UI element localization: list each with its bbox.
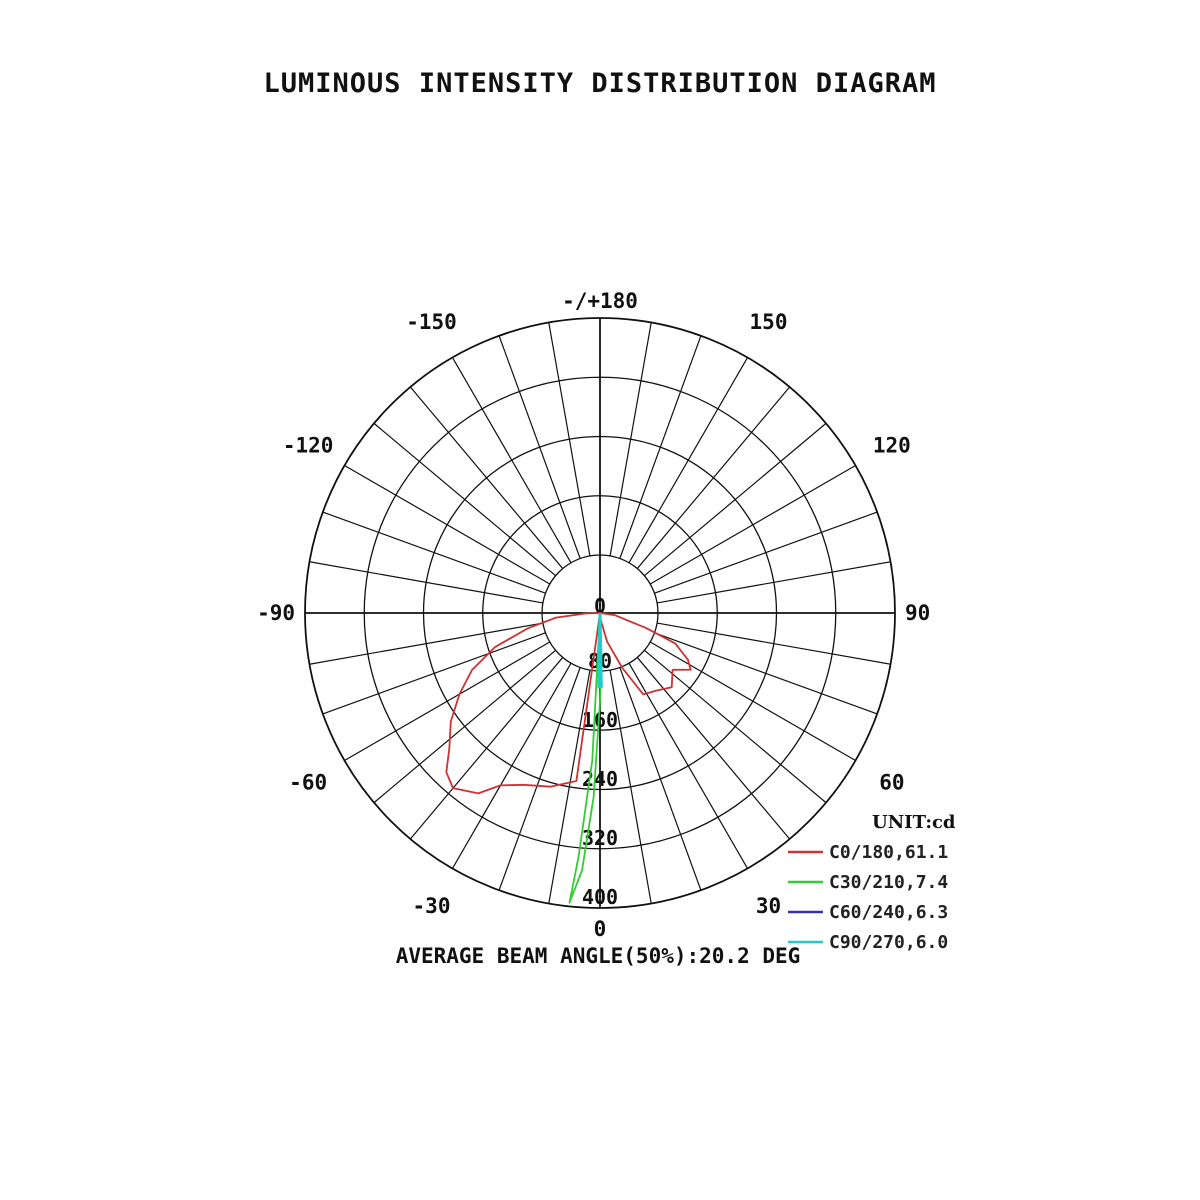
grid-spoke (410, 657, 562, 839)
angle-label: -120 (282, 433, 334, 458)
unit-label: UNIT:cd (872, 812, 956, 833)
angle-label: 60 (879, 770, 905, 795)
angle-label: 120 (872, 433, 911, 458)
grid-spoke (499, 668, 580, 891)
grid-spoke (610, 322, 651, 555)
angle-label: -150 (406, 310, 457, 335)
grid-spoke (629, 358, 748, 563)
grid-spoke (637, 657, 789, 839)
angle-label: -90 (257, 601, 295, 625)
grid-spoke (637, 387, 789, 569)
legend-entry: C30/210,7.4 (829, 872, 949, 893)
intensity-curves (446, 613, 690, 903)
grid-spoke (309, 562, 542, 603)
beam-angle-note: AVERAGE BEAM ANGLE(50%):20.2 DEG (395, 944, 801, 968)
series-curve-4 (599, 613, 602, 687)
grid-spoke (644, 423, 826, 575)
grid-spoke (657, 562, 890, 603)
radial-tick-label: 320 (581, 826, 619, 850)
grid-spoke (650, 466, 855, 585)
grid-spoke (323, 512, 546, 593)
grid-spoke (345, 642, 550, 761)
grid-spoke (657, 623, 890, 664)
angle-label: 150 (749, 310, 788, 335)
grid-spoke (323, 633, 546, 714)
legend-entry: C60/240,6.3 (829, 902, 949, 923)
grid-spoke (620, 336, 701, 559)
legend-entry: C90/270,6.0 (829, 932, 949, 953)
grid-spoke (374, 423, 556, 575)
angle-label: -/+180 (562, 289, 638, 313)
grid-spoke (410, 387, 562, 569)
grid-spoke (345, 466, 550, 585)
radial-tick-label: 240 (581, 767, 619, 791)
radial-tick-label: 160 (581, 708, 619, 732)
chart-title: LUMINOUS INTENSITY DISTRIBUTION DIAGRAM (263, 68, 937, 99)
radial-tick-label: 80 (587, 649, 613, 673)
grid-spoke (620, 668, 701, 891)
grid-spoke (309, 623, 542, 664)
legend (788, 842, 948, 953)
grid-spoke (374, 650, 556, 802)
grid-spoke (453, 663, 572, 868)
angle-label: -30 (412, 893, 451, 918)
angle-label: 90 (905, 601, 931, 625)
radial-tick-label: 0 (593, 594, 607, 618)
angle-label: 30 (755, 893, 782, 918)
grid-spoke (655, 512, 878, 593)
series-curve-1 (446, 613, 690, 793)
legend-entry: C0/180,61.1 (829, 842, 949, 863)
angle-label: -60 (289, 770, 328, 795)
grid-spoke (549, 322, 590, 555)
radial-tick-label: 400 (581, 885, 619, 909)
grid-spoke (453, 358, 572, 563)
grid-spoke (655, 633, 878, 714)
grid-spoke (650, 642, 855, 761)
grid-spoke (499, 336, 580, 559)
angle-label: 0 (593, 917, 607, 941)
